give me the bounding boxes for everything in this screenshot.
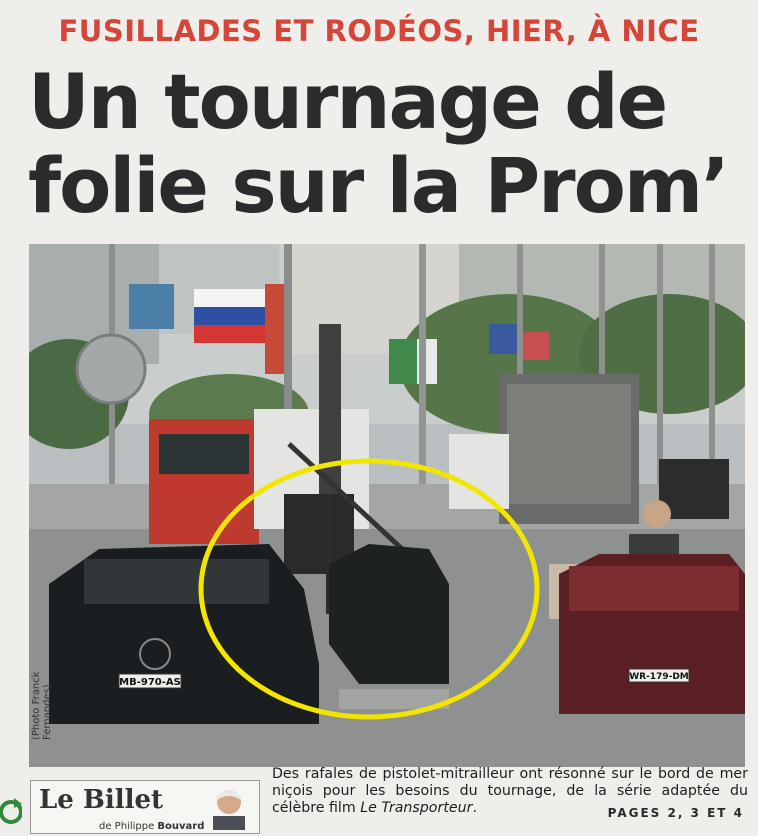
- headline-line-2: folie sur la Prom’: [28, 141, 728, 230]
- left-car-plate: MB-970-AS: [119, 677, 181, 688]
- billet-box[interactable]: [30, 780, 260, 834]
- pages-reference[interactable]: PAGES 2, 3 ET 4: [607, 806, 744, 820]
- right-car-plate: WR-179-DM: [629, 672, 689, 682]
- kicker-headline: FUSILLADES ET RODÉOS, HIER, À NICE: [58, 14, 700, 48]
- byline-name: Bouvard: [157, 821, 205, 832]
- recycle-icon: [0, 794, 22, 832]
- billet-byline: [99, 821, 204, 832]
- news-photo: [29, 244, 745, 767]
- caption-end: .: [472, 800, 477, 816]
- headline-line-1: Un tournage de: [28, 57, 667, 146]
- caption-film-title: Le Transporteur: [360, 800, 473, 816]
- main-headline: [28, 57, 748, 230]
- caption-text: Des rafales de pistolet-mitrailleur ont résonné sur le bord de mer niçois pour les besoins du tournage, de la série adaptée du célèbre film: [272, 766, 748, 816]
- author-portrait-icon: [207, 784, 251, 830]
- billet-title: Le Billet: [39, 785, 164, 815]
- photo-credit: (Photo Franck Fernandes): [31, 671, 53, 740]
- byline-prefix: de Philippe: [99, 821, 155, 832]
